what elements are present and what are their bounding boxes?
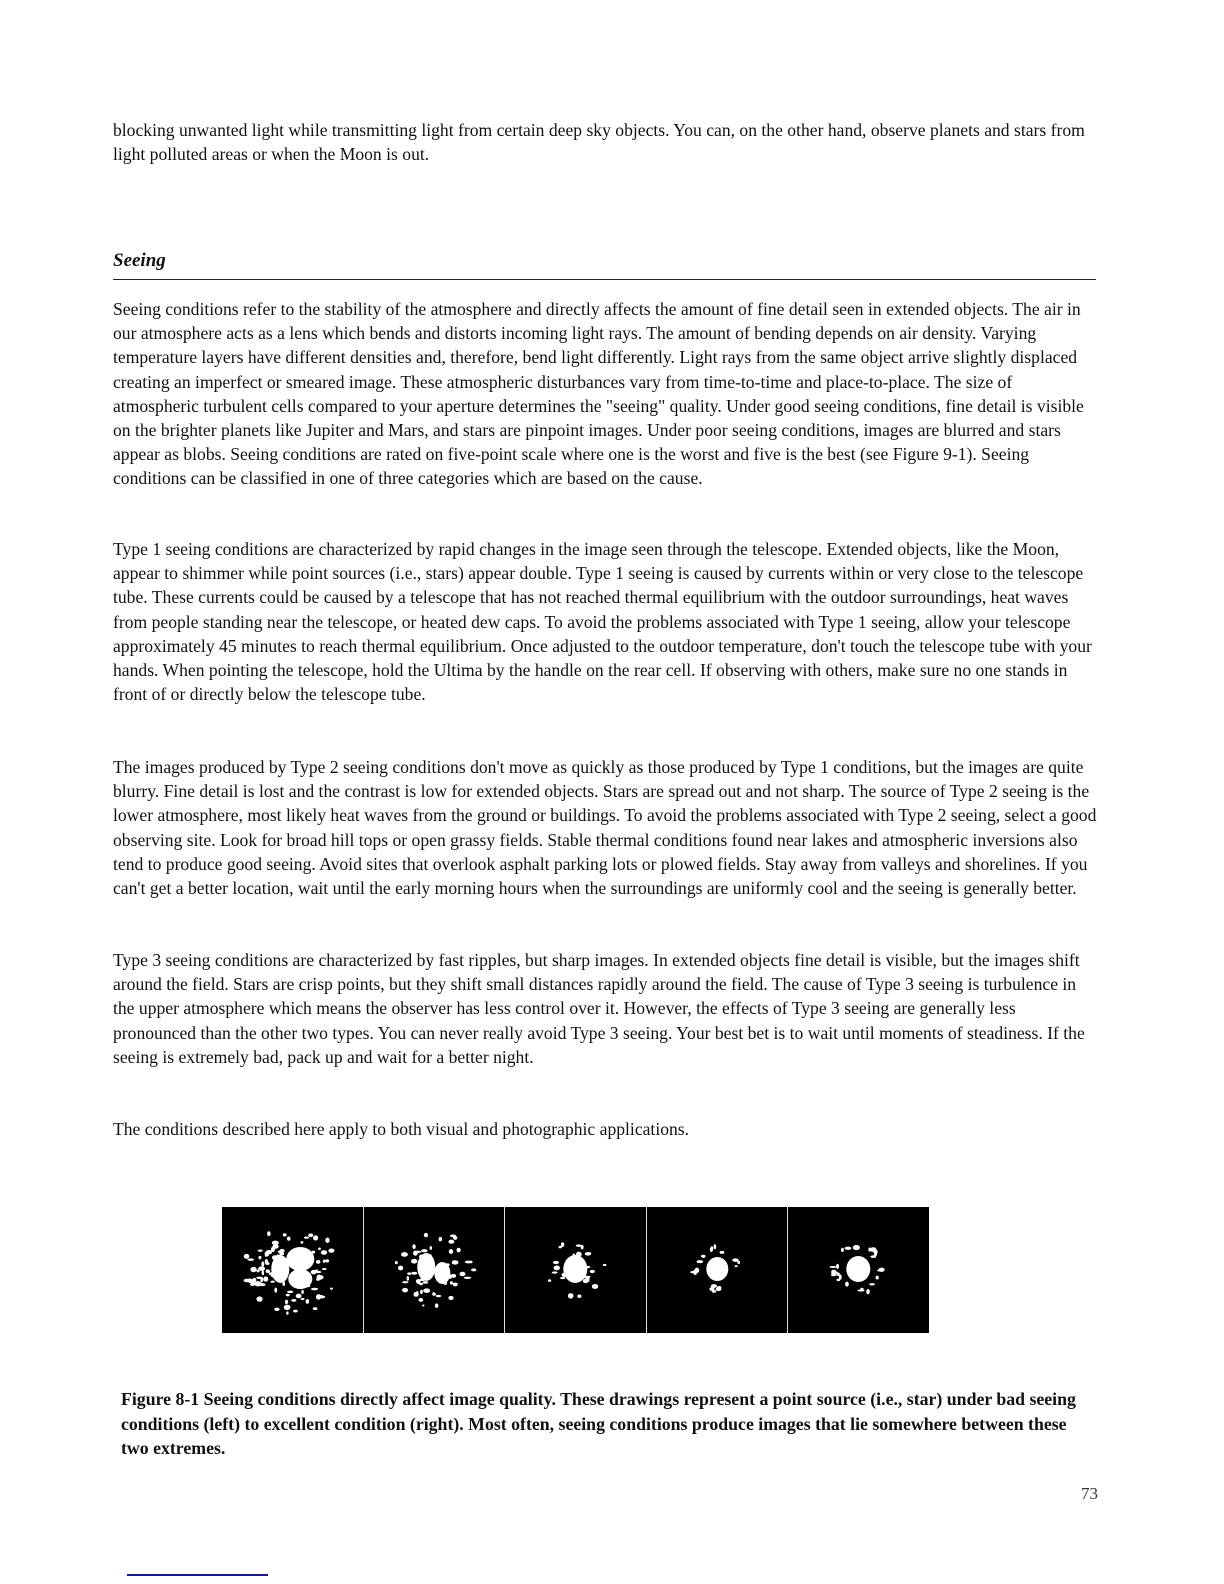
speckle [247,1258,254,1261]
speckle [250,1283,255,1287]
speckle [434,1303,438,1308]
star-core [563,1255,587,1283]
paragraph-type3: Type 3 seeing conditions are characterized by fast ripples, but sharp images. In extended objects fine detail is visible, but the images shift around the field. Stars are crisp points, but they shift small distances rapidly around the field. The cause of Type 3 seeing is turbulence in the upper atmosphere which means the observer has less control over it. However, the effects of Type 3 seeing are generally less pronounced than the other two types. You can never really avoid Type 3 seeing. Your best bet is to wait until moments of steadiness. If the seeing is extremely bad, pack up and wait for a better night. [113,950,1085,1067]
speckle [423,1233,427,1237]
speckle [554,1266,560,1271]
speckle [836,1264,839,1269]
star-core [706,1257,728,1281]
speckle [402,1288,408,1293]
speckle [258,1256,261,1259]
speckle [841,1248,844,1252]
speckle [286,1294,290,1297]
speckle [831,1274,837,1276]
paragraph-conditions: The conditions described here apply to both visual and photographic applications. [113,1119,690,1139]
speckle [590,1270,595,1273]
speckle [311,1288,318,1291]
speckle [412,1244,415,1249]
speckle [451,1260,458,1264]
speckle [469,1261,473,1264]
speckle [453,1236,457,1240]
speckle [304,1237,309,1239]
star-core [847,1256,871,1282]
speckle [398,1266,403,1271]
speckle [553,1261,559,1264]
speckle [262,1271,264,1276]
star-core [288,1269,312,1289]
speckle [422,1281,428,1284]
speckle [395,1261,398,1264]
speckle [438,1237,441,1242]
speckle [858,1289,865,1291]
speckle [423,1288,430,1292]
speckle [737,1261,740,1264]
speckle [284,1305,291,1310]
speckle [265,1262,269,1265]
speckle [429,1246,432,1250]
speckle [712,1290,717,1293]
intro-paragraph: blocking unwanted light while transmitting light from certain deep sky objects. You can, on the other hand, observe planets and stars from light polluted areas or when the Moon is out. [113,120,1085,165]
speckle [448,1240,454,1244]
speckle [845,1247,852,1250]
speckle [463,1277,470,1279]
speckle [407,1272,411,1275]
speckle [711,1284,717,1288]
seeing-panel-5 [788,1207,929,1333]
speckle [717,1286,721,1289]
speckle [325,1259,329,1262]
speckle [471,1268,477,1271]
speckle [325,1238,329,1243]
speckle [287,1291,293,1293]
speckle [256,1296,262,1301]
paragraph-type1: Type 1 seeing conditions are characterized by rapid changes in the image seen through the telescope. Extended objects, like the Moon, appear to shimmer while point sources (i.e., stars) appear double. Type 1 seeing is caused by currents within or very close to the telescope tube. These currents could be caused by a telescope that has not reached thermal equilibrium with the outdoor surroundings, heat waves from people standing near the telescope, or heated dew caps. To avoid the problems associated with Type 1 seeing, allow your telescope approximately 45 minutes to reach thermal equilibrium. Once adjusted to the outdoor temperature, don't touch the telescope tube with your hands. When pointing the telescope, hold the Ultima by the handle on the rear cell. If observing with others, make sure no one stands in front of or directly below the telescope tube. [113,539,1092,705]
seeing-panel-4 [647,1207,789,1333]
speckle [422,1304,424,1306]
star-core [434,1262,450,1284]
speckle [451,1283,457,1285]
speckle [301,1241,304,1244]
speckle [845,1282,849,1287]
speckle [308,1233,313,1237]
speckle [411,1272,417,1275]
speckle [414,1251,421,1253]
speckle [406,1276,408,1281]
speckle [301,1298,305,1300]
speckle [321,1250,327,1255]
paragraph-seeing-intro: Seeing conditions refer to the stability of the atmosphere and directly affects the amount of fine detail seen in extended objects. The air in our atmosphere acts as a lens which bends and distorts incoming light rays. The amount of bending depends on air density. Varying temperature layers have different densities and, therefore, bend light differently. Light rays from the same object arrive slightly displaced creating an imperfect or smeared image. These atmospheric disturbances vary from time-to-time and place-to-place. The size of atmospheric turbulent cells compared to your aperture determines the "seeing" quality. Under good seeing conditions, fine detail is visible on the brighter planets like Jupiter and Mars, and stars are pinpoint images. Under poor seeing conditions, images are blurred and stars appear as blobs. Seeing conditions are rated on five-point scale where one is the worst and five is the best (see Figure 9-1). Seeing conditions can be classified in one of three categories which are based on the cause. [113,299,1084,489]
speckle [603,1264,607,1266]
speckle [456,1248,460,1253]
speckle [313,1235,318,1240]
speckle [552,1271,558,1273]
speckle [274,1308,279,1311]
speckle [448,1296,453,1300]
speckle [576,1244,582,1246]
speckle [278,1250,284,1253]
speckle [560,1277,565,1279]
speckle [402,1281,408,1283]
speckle [316,1260,321,1264]
speckle [286,1311,288,1314]
speckle [283,1233,287,1236]
speckle [592,1284,598,1289]
star-core [417,1253,435,1281]
speckle [837,1272,841,1276]
footer-line [127,1574,268,1576]
speckle [271,1247,275,1252]
speckle [258,1249,263,1251]
speckle [401,1252,408,1257]
speckle [418,1298,423,1302]
section-heading: Seeing [113,250,166,271]
speckle [322,1268,327,1270]
speckle [420,1290,423,1294]
speckle [734,1265,737,1267]
speckle [568,1293,574,1298]
speckle [318,1247,321,1250]
speckle [548,1279,551,1282]
speckle [301,1290,304,1294]
speckle [267,1231,271,1236]
seeing-panel-1 [222,1207,364,1333]
figure-caption: Figure 8-1 Seeing conditions directly affect image quality. These drawings represent a point source (i.e., star) under bad seeing conditions (left) to excellent condition (right). Most often, seeing conditions produce images that lie somewhere between these two extremes. [121,1389,1076,1458]
speckle [421,1249,427,1252]
speckle [877,1269,883,1271]
speckle [266,1269,270,1273]
speckle [433,1293,436,1295]
speckle [317,1275,321,1281]
speckle [419,1283,423,1286]
speckle [713,1244,716,1249]
heading-rule [113,279,1096,280]
speckle [293,1310,298,1313]
speckle [269,1250,272,1253]
speckle [448,1249,452,1254]
speckle [585,1252,591,1256]
speckle [869,1283,875,1285]
speckle [287,1237,291,1241]
speckle [411,1259,417,1264]
speckle [710,1246,713,1251]
speckle [265,1251,268,1257]
speckle [254,1281,261,1286]
speckle [270,1281,274,1283]
speckle [853,1245,860,1250]
speckle [830,1266,837,1268]
speckle [291,1299,296,1302]
paragraph-type2: The images produced by Type 2 seeing conditions don't move as quickly as those produced by Type 1 conditions, but the images are quite blurry. Fine detail is lost and the contrast is low for extended objects. Stars are spread out and not sharp. The source of Type 2 seeing is the lower atmosphere, most likely heat waves from the ground or buildings. To avoid the problems associated with Type 2 seeing, select a good observing site. Look for broad hill tops or open grassy fields. Stable thermal conditions found near lakes and atmospheric inversions also tend to produce good seeing. Avoid sites that overlook asphalt parking lots or plowed fields. Stay away from valleys and shorelines. If you can't get a better location, wait until the early morning hours when the surroundings are uniformly cool and the seeing is generally better. [113,757,1097,899]
speckle [258,1266,265,1271]
speckle [719,1251,724,1254]
speckle [867,1289,871,1294]
speckle [244,1254,250,1259]
speckle [315,1269,318,1272]
speckle [296,1294,302,1299]
speckle [435,1295,440,1297]
speckle [413,1292,418,1297]
page-number: 73 [1081,1484,1098,1503]
speckle [285,1300,288,1305]
speckle [330,1287,333,1289]
speckle [876,1276,879,1280]
speckle [577,1294,581,1297]
speckle [256,1277,263,1279]
speckle [871,1255,877,1258]
speckle [702,1255,705,1258]
speckle [328,1248,334,1252]
speckle [690,1271,697,1273]
speckle [274,1287,277,1292]
speckle [263,1276,268,1281]
speckle [323,1259,326,1262]
speckle [316,1294,321,1299]
speckle [696,1260,703,1263]
speckle [248,1281,253,1283]
speckle [261,1261,264,1266]
star-core [286,1247,314,1271]
speckle [306,1299,310,1304]
speckle [561,1242,564,1247]
star-core [271,1255,289,1283]
speckle [459,1272,465,1276]
seeing-figure [222,1207,929,1333]
seeing-panel-2 [364,1207,506,1333]
speckle [250,1267,256,1272]
speckle [313,1307,318,1310]
seeing-panel-3 [505,1207,647,1333]
speckle [870,1247,876,1252]
speckle [583,1279,589,1284]
